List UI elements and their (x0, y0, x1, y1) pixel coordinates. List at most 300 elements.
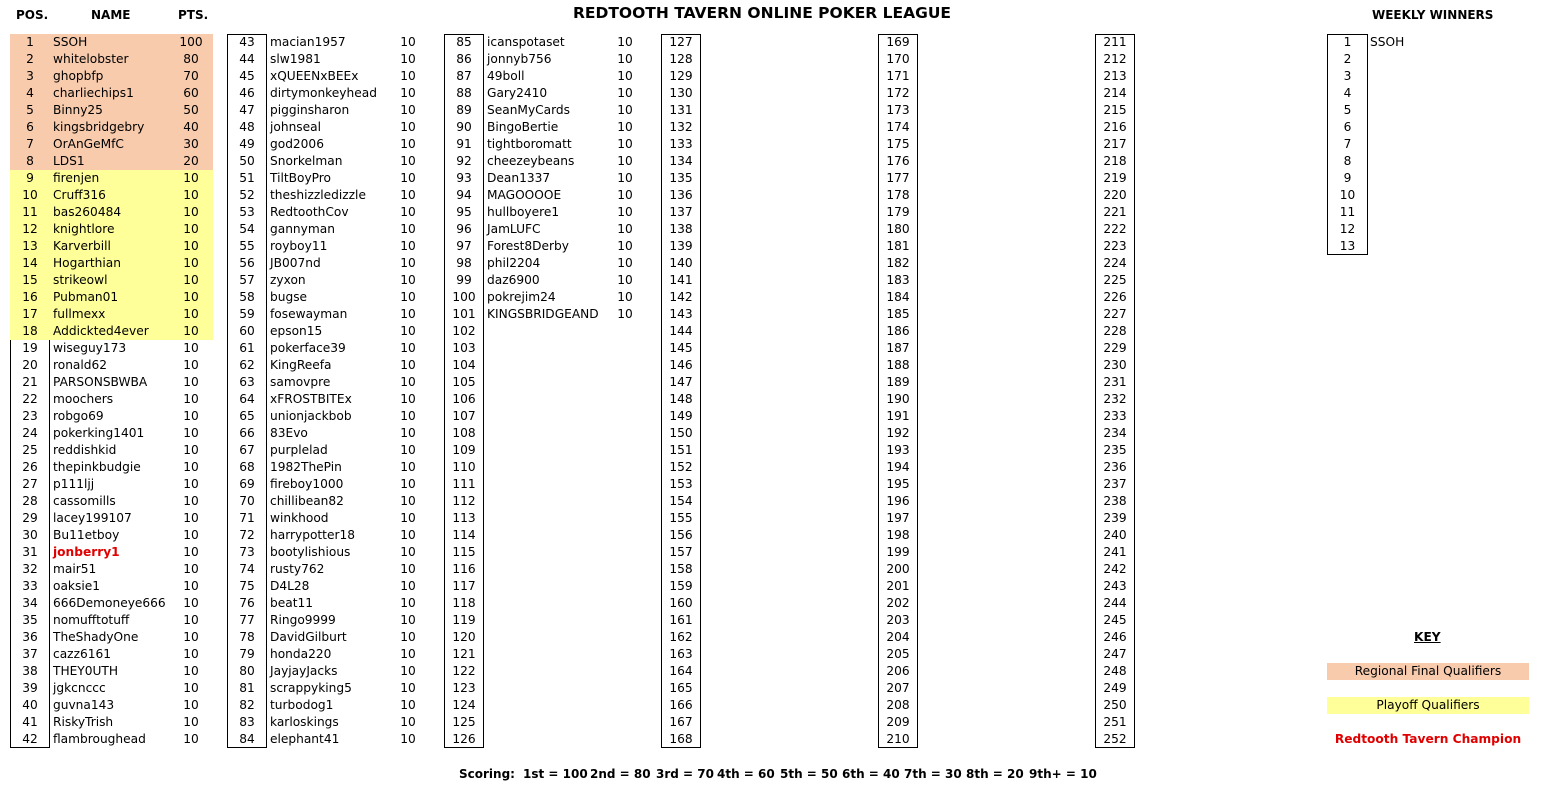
player-name-cell: zyxon (270, 273, 306, 287)
table-row (444, 119, 647, 136)
position-cell: 220 (1103, 188, 1127, 202)
table-row (878, 510, 1081, 527)
position-cell: 159 (669, 579, 693, 593)
weekly-row (1327, 136, 1487, 153)
weekly-row (1327, 34, 1487, 51)
table-row (661, 578, 864, 595)
table-row (444, 544, 647, 561)
position-cell: 9 (26, 171, 34, 185)
points-cell: 10 (400, 443, 416, 457)
player-name-cell: robgo69 (53, 409, 104, 423)
table-row (227, 459, 430, 476)
table-row (10, 85, 213, 102)
player-name-cell: rusty762 (270, 562, 325, 576)
position-cell: 42 (22, 732, 38, 746)
player-name-cell: honda220 (270, 647, 332, 661)
table-row (444, 697, 647, 714)
player-name-cell: unionjackbob (270, 409, 352, 423)
points-cell: 10 (400, 715, 416, 729)
table-row (1095, 170, 1298, 187)
player-name-cell: slw1981 (270, 52, 321, 66)
position-cell: 57 (239, 273, 255, 287)
position-cell: 78 (239, 630, 255, 644)
player-name-cell: kingsbridgebry (53, 120, 145, 134)
player-name-cell: Bu11etboy (53, 528, 120, 542)
table-row (10, 629, 213, 646)
position-cell: 171 (886, 69, 910, 83)
position-cell: 147 (669, 375, 693, 389)
table-row (878, 255, 1081, 272)
points-cell: 10 (617, 222, 633, 236)
position-cell: 5 (26, 103, 34, 117)
table-row (878, 646, 1081, 663)
position-cell: 213 (1103, 69, 1127, 83)
position-cell: 234 (1103, 426, 1127, 440)
position-cell: 41 (22, 715, 38, 729)
player-name-cell: pigginsharon (270, 103, 350, 117)
position-cell: 108 (452, 426, 476, 440)
position-cell: 242 (1103, 562, 1127, 576)
table-row (661, 289, 864, 306)
position-cell: 224 (1103, 256, 1127, 270)
points-cell: 10 (617, 205, 633, 219)
points-cell: 10 (400, 596, 416, 610)
table-row (444, 357, 647, 374)
table-row (444, 255, 647, 272)
table-row (1095, 493, 1298, 510)
points-cell: 10 (400, 137, 416, 151)
table-row (1095, 85, 1298, 102)
table-row (227, 476, 430, 493)
table-row (227, 442, 430, 459)
table-row (444, 170, 647, 187)
position-cell: 191 (886, 409, 910, 423)
position-cell: 61 (239, 341, 255, 355)
points-cell: 10 (183, 579, 199, 593)
points-cell: 10 (617, 307, 633, 321)
position-cell: 197 (886, 511, 910, 525)
table-row (227, 357, 430, 374)
position-cell: 134 (669, 154, 693, 168)
player-name-cell: JamLUFC (487, 222, 541, 236)
player-name-cell: elephant41 (270, 732, 340, 746)
table-row (1095, 340, 1298, 357)
table-row (227, 510, 430, 527)
table-row (1095, 51, 1298, 68)
table-row (1095, 714, 1298, 731)
points-cell: 10 (617, 256, 633, 270)
table-row (1095, 357, 1298, 374)
position-cell: 81 (239, 681, 255, 695)
player-name-cell: 1982ThePin (270, 460, 342, 474)
table-row (444, 272, 647, 289)
player-name-cell: Hogarthian (53, 256, 121, 270)
position-cell: 216 (1103, 120, 1127, 134)
points-cell: 10 (183, 375, 199, 389)
points-cell: 10 (183, 613, 199, 627)
position-cell: 226 (1103, 290, 1127, 304)
points-cell: 10 (400, 392, 416, 406)
table-row (661, 425, 864, 442)
player-name-cell: nomufftotuff (53, 613, 130, 627)
table-row (10, 714, 213, 731)
week-number-cell: 11 (1339, 205, 1356, 219)
position-cell: 110 (452, 460, 476, 474)
scoring-item: 3rd = 70 (656, 767, 714, 781)
table-row (227, 68, 430, 85)
table-row (227, 731, 430, 748)
position-cell: 217 (1103, 137, 1127, 151)
table-row (444, 153, 647, 170)
position-cell: 204 (886, 630, 910, 644)
position-cell: 120 (452, 630, 476, 644)
position-cell: 232 (1103, 392, 1127, 406)
player-name-cell: Snorkelman (270, 154, 343, 168)
points-cell: 10 (183, 307, 199, 321)
points-cell: 10 (400, 562, 416, 576)
table-row (661, 544, 864, 561)
player-name-cell: wiseguy173 (53, 341, 127, 355)
player-name-cell: JayjayJacks (270, 664, 338, 678)
table-row (1095, 221, 1298, 238)
player-name-cell: beat11 (270, 596, 313, 610)
table-row (444, 595, 647, 612)
table-row (878, 153, 1081, 170)
position-cell: 246 (1103, 630, 1127, 644)
table-row (661, 374, 864, 391)
table-row (661, 119, 864, 136)
player-name-cell: 49boll (487, 69, 525, 83)
position-cell: 88 (456, 86, 472, 100)
points-cell: 10 (400, 103, 416, 117)
points-cell: 70 (183, 69, 199, 83)
position-cell: 206 (886, 664, 910, 678)
position-cell: 172 (886, 86, 910, 100)
table-row (878, 425, 1081, 442)
header-pos: POS. (16, 8, 49, 22)
position-cell: 94 (456, 188, 472, 202)
table-row (1095, 34, 1298, 51)
table-row (661, 221, 864, 238)
position-cell: 170 (886, 52, 910, 66)
table-row (878, 629, 1081, 646)
scoring-item: 6th = 40 (842, 767, 900, 781)
player-name-cell: Ringo9999 (270, 613, 336, 627)
table-row (878, 561, 1081, 578)
table-row (1095, 391, 1298, 408)
player-name-cell: guvna143 (53, 698, 115, 712)
table-row (227, 374, 430, 391)
player-name-cell: cassomills (53, 494, 116, 508)
table-row (1095, 442, 1298, 459)
table-row (227, 578, 430, 595)
player-name-cell: bugse (270, 290, 308, 304)
position-cell: 228 (1103, 324, 1127, 338)
week-number-cell: 9 (1343, 171, 1352, 185)
table-row (227, 408, 430, 425)
table-row (1095, 663, 1298, 680)
table-row (878, 408, 1081, 425)
position-cell: 176 (886, 154, 910, 168)
scoring-item: 9th+ = 10 (1029, 767, 1097, 781)
points-cell: 10 (183, 647, 199, 661)
player-name-cell: dirtymonkeyhead (270, 86, 377, 100)
table-row (661, 153, 864, 170)
weekly-winner-name-cell: SSOH (1370, 35, 1405, 49)
table-row (10, 442, 213, 459)
player-name-cell: god2006 (270, 137, 324, 151)
player-name-cell: oaksie1 (53, 579, 100, 593)
table-row (878, 68, 1081, 85)
position-cell: 74 (239, 562, 255, 576)
table-row (878, 578, 1081, 595)
position-cell: 33 (22, 579, 38, 593)
table-row (444, 476, 647, 493)
position-cell: 180 (886, 222, 910, 236)
points-cell: 10 (183, 290, 199, 304)
table-row (1095, 476, 1298, 493)
position-cell: 243 (1103, 579, 1127, 593)
player-name-cell: epson15 (270, 324, 323, 338)
player-name-cell: Gary2410 (487, 86, 548, 100)
position-cell: 36 (22, 630, 38, 644)
table-row (878, 442, 1081, 459)
table-row (878, 170, 1081, 187)
points-cell: 10 (400, 375, 416, 389)
table-row (10, 238, 213, 255)
table-row (444, 221, 647, 238)
position-cell: 138 (669, 222, 693, 236)
player-name-cell: TheShadyOne (53, 630, 139, 644)
table-row (444, 68, 647, 85)
table-row (10, 170, 213, 187)
position-cell: 187 (886, 341, 910, 355)
week-number-cell: 1 (1343, 35, 1352, 49)
player-name-cell: fullmexx (53, 307, 106, 321)
table-row (10, 612, 213, 629)
position-cell: 126 (452, 732, 476, 746)
table-row (878, 731, 1081, 748)
table-row (878, 527, 1081, 544)
position-cell: 82 (239, 698, 255, 712)
position-cell: 90 (456, 120, 472, 134)
table-row (227, 34, 430, 51)
position-cell: 34 (22, 596, 38, 610)
position-cell: 14 (22, 256, 38, 270)
position-cell: 95 (456, 205, 472, 219)
table-row (878, 493, 1081, 510)
position-cell: 18 (22, 324, 38, 338)
position-cell: 184 (886, 290, 910, 304)
position-cell: 252 (1103, 732, 1127, 746)
points-cell: 10 (183, 222, 199, 236)
player-name-cell: gannyman (270, 222, 335, 236)
position-cell: 157 (669, 545, 693, 559)
position-cell: 183 (886, 273, 910, 287)
position-cell: 16 (22, 290, 38, 304)
table-row (227, 119, 430, 136)
table-row (227, 187, 430, 204)
position-cell: 28 (22, 494, 38, 508)
table-row (10, 153, 213, 170)
position-cell: 63 (239, 375, 255, 389)
weekly-row (1327, 119, 1487, 136)
table-row (444, 204, 647, 221)
table-row (878, 544, 1081, 561)
points-cell: 30 (183, 137, 199, 151)
player-name-cell: karloskings (270, 715, 339, 729)
points-cell: 10 (617, 35, 633, 49)
table-row (878, 680, 1081, 697)
table-row (444, 731, 647, 748)
player-name-cell: chillibean82 (270, 494, 344, 508)
position-cell: 47 (239, 103, 255, 117)
points-cell: 10 (183, 426, 199, 440)
table-row (1095, 629, 1298, 646)
position-cell: 146 (669, 358, 693, 372)
points-cell: 10 (400, 205, 416, 219)
position-cell: 125 (452, 715, 476, 729)
position-cell: 22 (22, 392, 38, 406)
points-cell: 10 (183, 545, 199, 559)
position-cell: 27 (22, 477, 38, 491)
table-row (10, 544, 213, 561)
position-cell: 105 (452, 375, 476, 389)
table-row (444, 425, 647, 442)
weekly-row (1327, 68, 1487, 85)
player-name-cell: flambroughead (53, 732, 146, 746)
key-playoff-qualifiers: Playoff Qualifiers (1327, 697, 1529, 714)
position-cell: 24 (22, 426, 38, 440)
position-cell: 143 (669, 307, 693, 321)
position-cell: 10 (22, 188, 38, 202)
table-row (10, 221, 213, 238)
table-row (661, 340, 864, 357)
table-row (1095, 527, 1298, 544)
position-cell: 135 (669, 171, 693, 185)
position-cell: 45 (239, 69, 255, 83)
player-name-cell: reddishkid (53, 443, 117, 457)
position-cell: 153 (669, 477, 693, 491)
table-row (227, 714, 430, 731)
player-name-cell: xQUEENxBEEx (270, 69, 359, 83)
player-name-cell: moochers (53, 392, 114, 406)
points-cell: 10 (400, 511, 416, 525)
position-cell: 250 (1103, 698, 1127, 712)
table-row (1095, 459, 1298, 476)
table-row (227, 629, 430, 646)
player-name-cell: hullboyere1 (487, 205, 560, 219)
player-name-cell: Binny25 (53, 103, 103, 117)
position-cell: 231 (1103, 375, 1127, 389)
table-row (227, 527, 430, 544)
points-cell: 10 (400, 426, 416, 440)
points-cell: 10 (183, 664, 199, 678)
table-row (878, 391, 1081, 408)
player-name-cell: charliechips1 (53, 86, 134, 100)
table-row (227, 170, 430, 187)
points-cell: 10 (400, 256, 416, 270)
table-row (227, 136, 430, 153)
position-cell: 96 (456, 222, 472, 236)
table-row (444, 561, 647, 578)
position-cell: 73 (239, 545, 255, 559)
position-cell: 133 (669, 137, 693, 151)
position-cell: 122 (452, 664, 476, 678)
table-row (1095, 306, 1298, 323)
table-row (1095, 578, 1298, 595)
position-cell: 178 (886, 188, 910, 202)
position-cell: 8 (26, 154, 34, 168)
player-name-cell: bootylishious (270, 545, 351, 559)
position-cell: 124 (452, 698, 476, 712)
position-cell: 192 (886, 426, 910, 440)
position-cell: 247 (1103, 647, 1127, 661)
position-cell: 6 (26, 120, 34, 134)
points-cell: 10 (183, 596, 199, 610)
table-row (227, 595, 430, 612)
table-row (878, 595, 1081, 612)
table-row (10, 204, 213, 221)
table-row (661, 170, 864, 187)
position-cell: 64 (239, 392, 255, 406)
scoring-item: 2nd = 80 (590, 767, 651, 781)
table-row (227, 153, 430, 170)
table-row (1095, 561, 1298, 578)
position-cell: 150 (669, 426, 693, 440)
table-row (10, 663, 213, 680)
table-row (661, 204, 864, 221)
position-cell: 80 (239, 664, 255, 678)
points-cell: 10 (617, 273, 633, 287)
table-row (10, 425, 213, 442)
position-cell: 148 (669, 392, 693, 406)
position-cell: 165 (669, 681, 693, 695)
table-row (444, 34, 647, 51)
table-row (661, 442, 864, 459)
weekly-row (1327, 102, 1487, 119)
points-cell: 10 (400, 494, 416, 508)
position-cell: 77 (239, 613, 255, 627)
position-cell: 37 (22, 647, 38, 661)
position-cell: 70 (239, 494, 255, 508)
position-cell: 101 (452, 307, 476, 321)
header-weekly-winners: WEEKLY WINNERS (1372, 8, 1494, 22)
points-cell: 10 (400, 647, 416, 661)
position-cell: 173 (886, 103, 910, 117)
position-cell: 130 (669, 86, 693, 100)
table-row (227, 255, 430, 272)
table-row (878, 663, 1081, 680)
points-cell: 10 (400, 358, 416, 372)
position-cell: 65 (239, 409, 255, 423)
points-cell: 40 (183, 120, 199, 134)
table-row (10, 680, 213, 697)
table-row (878, 323, 1081, 340)
position-cell: 7 (26, 137, 34, 151)
position-cell: 32 (22, 562, 38, 576)
table-row (10, 357, 213, 374)
points-cell: 10 (400, 154, 416, 168)
table-row (10, 731, 213, 748)
table-row (10, 374, 213, 391)
player-name-cell: theshizzledizzle (270, 188, 366, 202)
position-cell: 49 (239, 137, 255, 151)
position-cell: 244 (1103, 596, 1127, 610)
table-row (1095, 374, 1298, 391)
player-name-cell: D4L28 (270, 579, 310, 593)
points-cell: 10 (183, 358, 199, 372)
